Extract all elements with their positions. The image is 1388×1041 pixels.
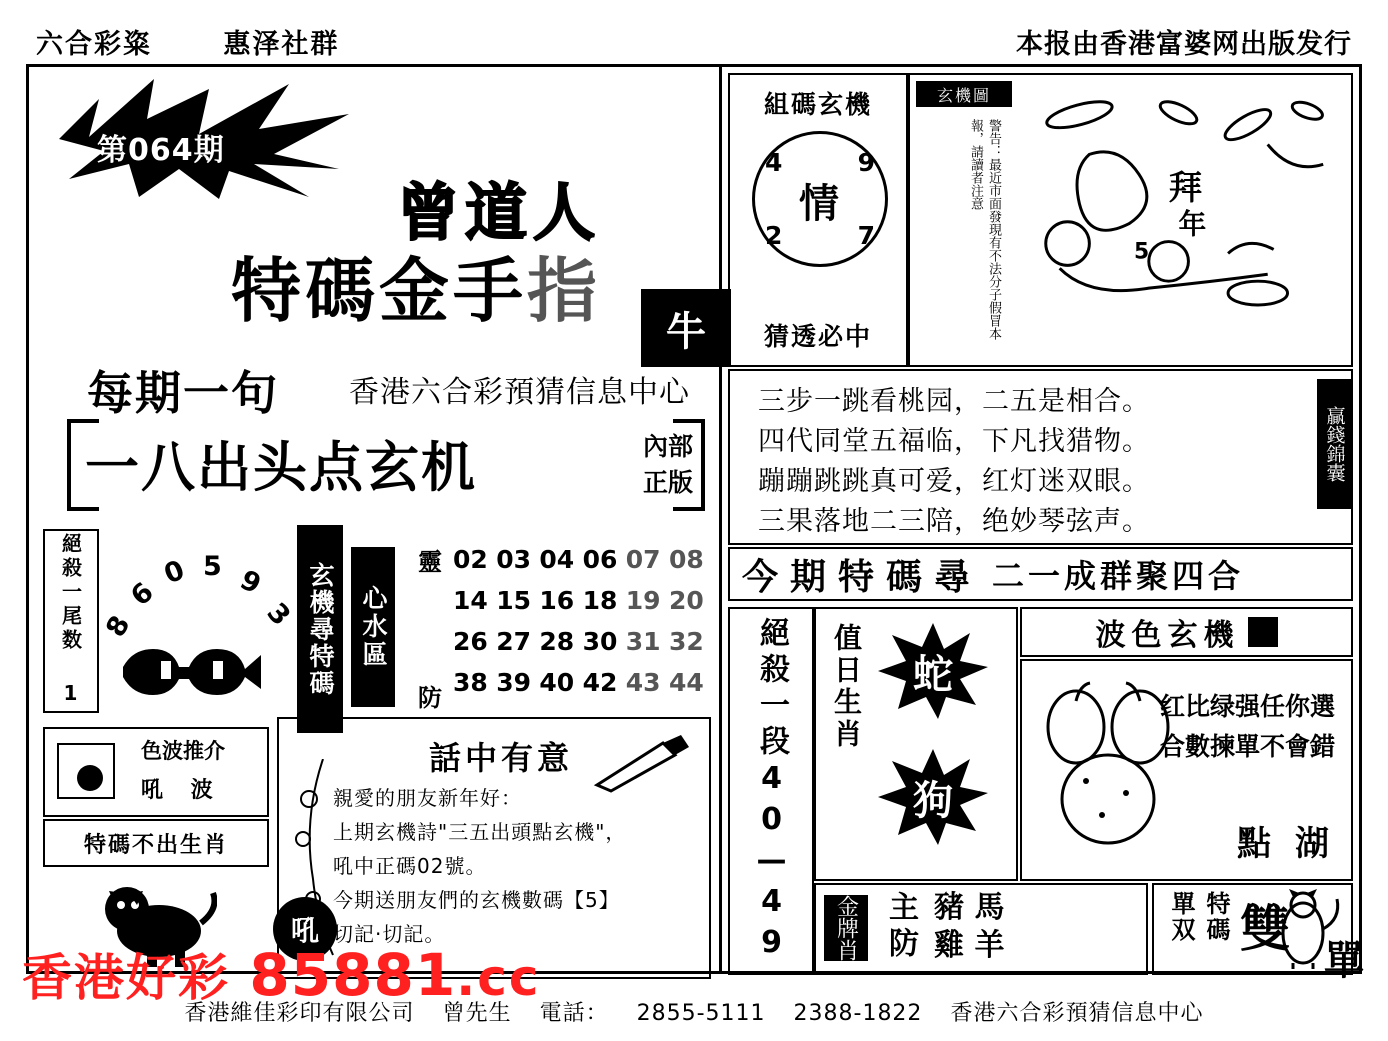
- issue-number: 第064期: [97, 133, 225, 168]
- page-title: 曾道人: [397, 176, 602, 249]
- grid-number: 38: [453, 668, 488, 697]
- poem-line: 四代同堂五福临，下凡找猎物。: [758, 426, 1150, 457]
- color-wave-swatch: [57, 743, 115, 799]
- svg-text:5: 5: [1133, 239, 1150, 265]
- mystic-label: 玄機尋特碼: [297, 525, 343, 733]
- number-row: [453, 545, 703, 574]
- number-row: [453, 668, 703, 697]
- duty-zodiac-star-2: [878, 749, 988, 845]
- gold-animal-row: 豬 馬: [934, 890, 1005, 925]
- grid-number: 15: [496, 586, 531, 615]
- page-subtitle-faded: 指: [527, 250, 601, 332]
- arc-number-4: 9: [235, 564, 266, 601]
- gold-medal-main: 主防: [883, 891, 918, 963]
- edition-stamp-line1: 內部: [642, 432, 693, 461]
- color-wave-box: [43, 727, 269, 817]
- poem-box: [728, 369, 1353, 545]
- kill-segment-box: 絕殺一段40—49: [728, 607, 814, 975]
- edition-stamp: [629, 429, 707, 505]
- heart-zone-label: 心水區: [351, 547, 395, 707]
- grid-number: 30: [582, 627, 618, 656]
- warning-text: 警告：最近市面發現有不法分子假冒本報，請讀者注意: [968, 119, 1001, 340]
- duty-zodiac-1: 蛇: [913, 651, 953, 698]
- group-code-bottom: 猜透必中: [763, 322, 872, 351]
- wave-color-block: [1248, 617, 1278, 647]
- message-line: 切記·切記。: [333, 922, 446, 946]
- kill-tail-box: 絕殺一尾数 1: [43, 529, 99, 713]
- ox-badge: 牛: [641, 289, 731, 367]
- footer-center: 香港六合彩預猜信息中心: [950, 1001, 1204, 1026]
- duty-zodiac-box: [814, 607, 1018, 881]
- grid-number: 03: [496, 545, 531, 574]
- slogan-sub: 香港六合彩預猜信息中心: [349, 375, 690, 410]
- banner-main: 今期特碼尋: [742, 556, 983, 598]
- brand-left-text2: 惠泽社群: [223, 29, 340, 60]
- odd-even-odd: 單: [1324, 938, 1364, 984]
- footer-phone-label: 電話：: [539, 1001, 609, 1026]
- grid-number: 07: [625, 545, 661, 574]
- color-wave-title: 色波推介: [141, 739, 225, 763]
- message-title: 話中有意: [429, 739, 574, 777]
- arc-number-2: 0: [159, 554, 189, 591]
- svg-text:年: 年: [1178, 207, 1207, 241]
- grid-number: 40: [539, 668, 575, 697]
- message-line: 親愛的朋友新年好：: [333, 786, 522, 810]
- left-column: [29, 67, 719, 971]
- mystic-picture-box: [908, 73, 1353, 367]
- gold-medal-animals: [934, 889, 1004, 965]
- odd-even-even: 雙: [1240, 900, 1290, 958]
- footer: [0, 996, 1388, 1027]
- ling-fang-labels: [411, 549, 445, 709]
- duty-zodiac-label: 值日生肖: [830, 623, 863, 751]
- grid-number: 16: [539, 586, 575, 615]
- arc-number-3: 5: [203, 551, 222, 582]
- number-grid: [453, 545, 703, 709]
- grid-number: 06: [582, 545, 618, 574]
- mystic-illustration-icon: [1020, 85, 1347, 353]
- banner-sub: 二一成群聚四合: [992, 557, 1245, 595]
- svg-text:拜: 拜: [1168, 167, 1203, 207]
- group-code-title: 組碼玄機: [763, 90, 872, 119]
- grid-number: 32: [668, 627, 704, 656]
- group-code-circle: [752, 131, 888, 267]
- grid-number: 14: [453, 586, 488, 615]
- grid-number: 19: [625, 586, 661, 615]
- grid-number: 04: [539, 545, 575, 574]
- red-green-line: 合數揀單不會錯: [1159, 732, 1335, 761]
- mystic-picture-tag: 玄機圖: [916, 81, 1012, 107]
- poem-side-tag: 贏錢錦囊: [1317, 379, 1353, 509]
- grid-number: 02: [453, 545, 488, 574]
- special-code-banner: [728, 547, 1353, 601]
- number-row: [453, 586, 703, 615]
- gold-animal-row: 雞 羊: [934, 928, 1005, 963]
- header-brand-left: [36, 22, 339, 61]
- odd-even-box: [1152, 883, 1364, 984]
- red-green-highlight: 點 湖: [1237, 824, 1335, 864]
- header-brand-right: 本报由香港富婆网出版发行: [1016, 29, 1352, 60]
- arc-number-0: 8: [100, 610, 137, 643]
- grid-number: 42: [582, 668, 618, 697]
- brand-left-text: 六合彩粢: [36, 29, 152, 60]
- grid-number: 31: [625, 627, 661, 656]
- right-column: [719, 67, 1364, 984]
- message-body: [333, 781, 626, 951]
- number-row: [453, 627, 703, 656]
- duty-zodiac-star-1: [878, 623, 988, 719]
- slogan-riddle: 一八出头点玄机: [85, 436, 477, 499]
- footer-contact: 曾先生: [442, 1001, 512, 1026]
- poem-line: 三果落地二三陪，绝妙琴弦声。: [758, 506, 1150, 537]
- footer-phone2: 2388-1822: [793, 1001, 923, 1026]
- odd-even-label: 特碼單双: [1167, 891, 1230, 943]
- group-code-number: 7: [857, 221, 875, 250]
- edition-stamp-line2: 正版: [642, 468, 693, 497]
- grid-number: 18: [582, 586, 618, 615]
- wave-color-label: 波色玄機: [1095, 618, 1240, 653]
- promo-suffix: .cc: [456, 949, 541, 1007]
- pen-icon: [593, 733, 703, 793]
- grid-number: 26: [453, 627, 488, 656]
- grid-number: 44: [668, 668, 704, 697]
- no-zodiac-box: 特碼不出生肖: [43, 819, 269, 867]
- grid-number: 08: [668, 545, 704, 574]
- gold-medal-tag: 金牌肖: [824, 895, 868, 961]
- message-line: 上期玄機詩"三五出頭點玄機"，: [333, 820, 627, 844]
- gold-medal-box: [814, 883, 1148, 975]
- ling-label: 靈: [413, 549, 442, 573]
- arc-number-5: 3: [260, 597, 297, 632]
- message-line: 吼中正碼02號。: [333, 854, 487, 878]
- moon-icon: [77, 765, 103, 791]
- branch-decor-icon: [283, 759, 343, 959]
- group-code-box: [728, 73, 908, 367]
- group-code-number: 9: [857, 148, 875, 177]
- message-line: 今期送朋友們的玄機數碼【5】: [333, 888, 620, 912]
- footer-company: 香港維佳彩印有限公司: [184, 1001, 415, 1026]
- footer-phone1: 2855-5111: [636, 1001, 766, 1026]
- slogan-primary: 每期一句: [87, 366, 279, 420]
- wave-color-box: [1020, 607, 1353, 657]
- promo-number: 85881: [249, 941, 457, 1009]
- fish-logo-icon: [117, 637, 287, 705]
- color-wave-bottom: 吼 波: [141, 778, 223, 803]
- issue-burst: [59, 79, 349, 199]
- group-code-number: 2: [765, 221, 783, 250]
- group-code-number: 4: [765, 148, 783, 177]
- poem-line: 三步一跳看桃园，二五是相合。: [758, 386, 1150, 417]
- tiger-small-icon: [1273, 889, 1345, 969]
- grid-number: 39: [496, 668, 531, 697]
- grid-number: 43: [625, 668, 661, 697]
- red-green-lines: [1160, 687, 1335, 767]
- grid-number: 28: [539, 627, 575, 656]
- duty-zodiac-2: 狗: [913, 777, 953, 824]
- red-green-box: [1020, 659, 1353, 881]
- group-code-center: 情: [799, 181, 839, 227]
- promo-text: 香港好彩: [22, 949, 230, 1007]
- grid-number: 20: [668, 586, 704, 615]
- fang-label: 防: [413, 685, 442, 709]
- page-subtitle: [231, 235, 601, 336]
- arc-number-1: 6: [125, 576, 160, 613]
- poem-line: 蹦蹦跳跳真可爱，红灯迷双眼。: [758, 466, 1150, 497]
- grid-number: 27: [496, 627, 531, 656]
- red-green-line: 红比绿强任你選: [1159, 692, 1335, 721]
- page-subtitle-main: 特碼金手: [231, 250, 527, 332]
- lottery-ball: 吼: [273, 897, 337, 961]
